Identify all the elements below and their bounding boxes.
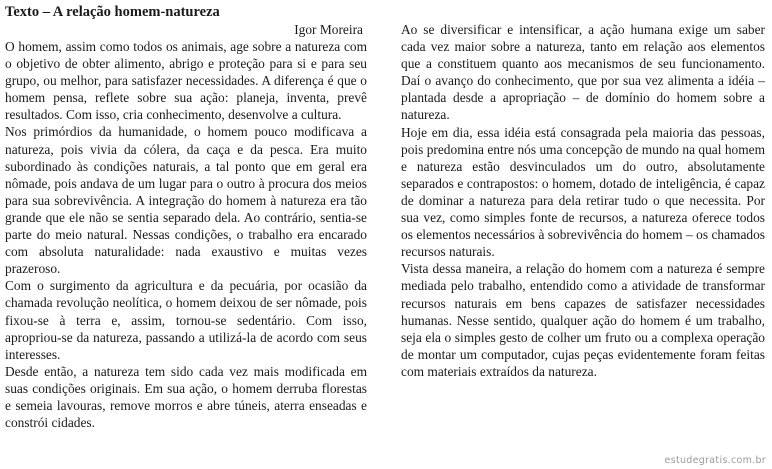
left-column bbox=[5, 4, 367, 431]
paragraph: O homem, assim como todos os animais, age sobre a natureza com o objetivo de obter alimento, abrigo e proteção para si e para seu grupo, ou melhor, para satisfazer necessidades. A diferença é que o homem pensa, reflete sobre sua ação: planeja, inventa, prevê resultados. Com isso, cria conhecimento, desenvolve a cultura. bbox=[5, 39, 367, 123]
site-watermark: estudegratis.com.br bbox=[664, 455, 766, 466]
paragraph: Desde então, a natureza tem sido cada vez mais modificada em suas condições originais. Em sua ação, o homem derruba florestas e semeia lavouras, remove morros e abre túneis, aterra enseadas e constrói cidades. bbox=[5, 363, 367, 431]
article-title: Texto – A relação homem-natureza bbox=[5, 4, 220, 20]
paragraph: Hoje em dia, essa idéia está consagrada pela maioria das pessoas, pois predomina entre nós uma concepção de mundo na qual homem e natureza estão desvinculados um do outro, absolutamente separados e contrapostos: o homem, dotado de inteligência, é capaz de dominar a natureza para dela retirar tudo o que necessita. Por sua vez, como simples fonte de recursos, a natureza oferece todos os elementos necessários à sobrevivência do homem – os chamados recursos naturais. bbox=[401, 124, 765, 260]
paragraph: Com o surgimento da agricultura e da pecuária, por ocasião da chamada revolução neolítica, o homem deixou de ser nômade, pois fixou-se à terra e, assim, tornou-se sedentário. Com isso, apropriou-se da natureza, passando a utilizá-la de acordo com seus interesses. bbox=[5, 278, 367, 362]
paragraph: Vista dessa maneira, a relação do homem com a natureza é sempre mediada pelo trabalho, entendido como a atividade de transformar recursos naturais em bens capazes de satisfazer necessidades humanas. Nesse sentido, qualquer ação do homem é um trabalho, seja ela o simples gesto de colher um fruto ou a complexa operação de montar um computador, cujas peças evidentemente foram feitas com materiais extraídos da natureza. bbox=[401, 261, 765, 379]
right-column bbox=[401, 21, 765, 380]
paragraph: Ao se diversificar e intensificar, a ação humana exige um saber cada vez maior sobre a natureza, tanto em relação aos elementos que a constituem quanto aos mecanismos de seu funcionamento. Daí o avanço do conhecimento, que por sua vez alimenta a idéia – plantada desde a apropriação – de domínio do homem sobre a natureza. bbox=[401, 22, 765, 123]
paragraph: Nos primórdios da humanidade, o homem pouco modificava a natureza, pois vivia da cólera, da caça e da pesca. Era muito subordinado às condições naturais, a tal ponto que em geral era nômade, pois andava de um lugar para o outro à procura dos meios para sua sobrevivência. A integração do homem à natureza era tão grande que ele não se sentia separado dela. Ao contrário, sentia-se parte do meio natural. Nessas condições, o trabalho era encarado com absoluta naturalidade: nada exaustivo e muitas vezes prazeroso. bbox=[5, 124, 367, 277]
article-author: Igor Moreira bbox=[294, 22, 363, 37]
